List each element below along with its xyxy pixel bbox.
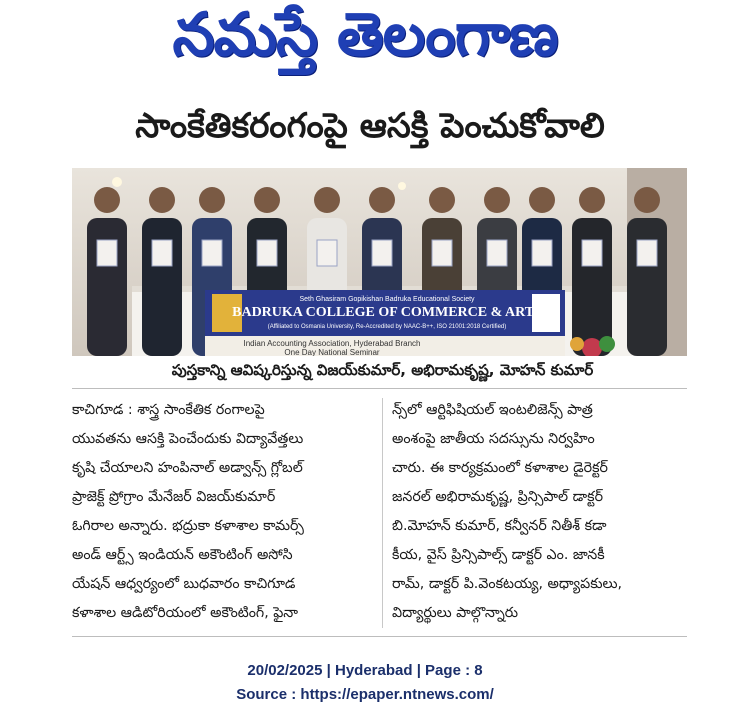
book-cover xyxy=(372,240,392,266)
person-head xyxy=(369,187,395,213)
article-line: బి.మోహన్ కుమార్, కన్వీనర్ నితీశ్ కడా xyxy=(392,518,607,534)
footer-date-line: 20/02/2025 | Hyderabad | Page : 8 xyxy=(247,662,483,679)
person-head xyxy=(94,187,120,213)
person-silhouette xyxy=(87,218,127,356)
podium-line1: Indian Accounting Association, Hyderabad Branch xyxy=(243,339,421,348)
article-line: జనరల్ అభిరామకృష్ణ, ప్రిన్సిపాల్ డాక్టర్ xyxy=(392,489,604,505)
article-line: కాచిగూడ : శాస్త్ర సాంకేతిక రంగాలపై xyxy=(72,402,265,418)
book-cover xyxy=(637,240,657,266)
article-headline: సాంకేతికరంగంపై ఆసక్తి పెంచుకోవాలి xyxy=(135,106,605,146)
article-line: ప్రాజెక్ట్ ప్రోగ్రాం మేనేజర్ విజయ్‌కుమార్ xyxy=(72,489,276,505)
book-cover xyxy=(487,240,507,266)
article-column-right xyxy=(392,396,692,628)
book-cover xyxy=(432,240,452,266)
article-line: రామ్, డాక్టర్ పి.వెంకటయ్య, అధ్యాపకులు, xyxy=(392,576,623,592)
book-cover xyxy=(202,240,222,266)
book-cover xyxy=(317,240,337,266)
banner-line2: BADRUKA COLLEGE OF COMMERCE & ARTS xyxy=(232,305,542,320)
person-head xyxy=(314,187,340,213)
book-cover xyxy=(97,240,117,266)
article-line: చారు. ఈ కార్యక్రమంలో కళాశాల డైరెక్టర్ xyxy=(392,460,608,476)
footer-source-link[interactable]: Source : https://epaper.ntnews.com/ xyxy=(236,686,494,703)
article-line: కళాశాల ఆడిటోరియంలో అకౌంటింగ్, ఫైనా xyxy=(72,605,299,621)
person-head xyxy=(254,187,280,213)
banner-line1: Seth Ghasiram Gopikishan Badruka Educational Society xyxy=(299,296,475,303)
article-line: యువతను ఆసక్తి పెంచేందుకు విద్యావేత్తలు xyxy=(72,431,304,447)
person-head xyxy=(429,187,455,213)
article-line: ఓగిరాల అన్నారు. భద్రుకా కళాశాల కామర్స్ xyxy=(72,518,304,534)
article-column-left xyxy=(72,396,372,628)
photo-caption: పుస్తకాన్ని ఆవిష్కరిస్తున్న విజయ్‌కుమార్, అభిరామకృష్ణ, మోహన్ కుమార్ xyxy=(171,361,594,379)
person-head xyxy=(579,187,605,213)
book-cover xyxy=(582,240,602,266)
masthead-title: నమస్తే తెలంగాణ xyxy=(172,0,558,70)
person-head xyxy=(634,187,660,213)
article-line: కృషి చేయాలని హంపినాల్ అడ్వాన్స్ గ్లోబల్ xyxy=(72,460,303,476)
article-line: యేషన్ ఆధ్వర్యంలో బుధవారం కాచిగూడ xyxy=(72,576,296,592)
article-line: న్స్‌లో ఆర్టిఫిషియల్ ఇంటలిజెన్స్ పాత్ర xyxy=(392,402,593,418)
person-head xyxy=(484,187,510,213)
podium-line2: One Day National Seminar xyxy=(284,348,380,356)
book-cover xyxy=(257,240,277,266)
event-photo xyxy=(72,168,687,356)
person-silhouette xyxy=(572,218,612,356)
person-silhouette xyxy=(142,218,182,356)
article-line: అండ్ ఆర్ట్స్ ఇండియన్ అకౌంటింగ్ అసోసి xyxy=(72,547,293,563)
article-bottom-divider xyxy=(72,636,687,637)
article-line: అంశంపై జాతీయ సదస్సును నిర్వహిం xyxy=(392,431,595,447)
person-silhouette xyxy=(627,218,667,356)
caption-divider xyxy=(72,388,687,389)
book-cover xyxy=(532,240,552,266)
book-cover xyxy=(152,240,172,266)
article-line: విద్యార్థులు పాల్గొన్నారు xyxy=(392,605,519,621)
column-divider xyxy=(382,398,383,628)
banner-line3: (Affiliated to Osmania University, Re-Accredited by NAAC-B++, ISO 21001:2018 Certified) xyxy=(267,324,507,330)
person-head xyxy=(199,187,225,213)
person-head xyxy=(529,187,555,213)
article-line: కీయ, వైస్ ప్రిన్సిపాల్స్ డాక్టర్ ఎం. జానకీ xyxy=(392,547,605,563)
person-head xyxy=(149,187,175,213)
